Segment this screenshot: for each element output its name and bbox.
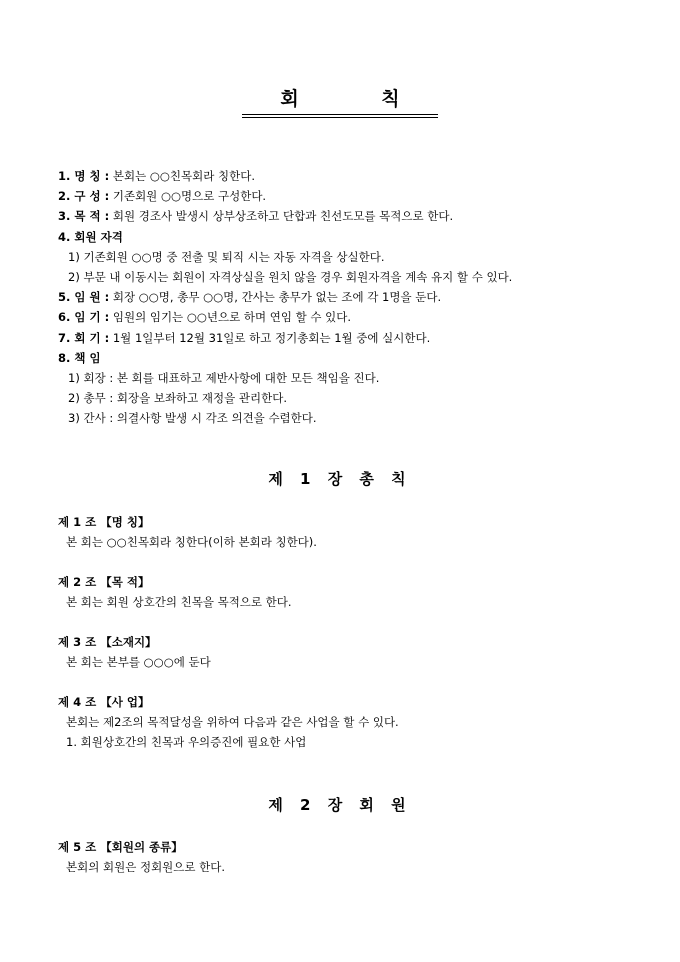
summary-item — [58, 307, 658, 327]
article-5 — [58, 837, 658, 877]
document-title: 회 칙 — [242, 88, 437, 118]
article-text: 본회의 회원은 정회원으로 한다. — [66, 860, 226, 874]
article-heading: 제 1 조 【명 칭】 — [58, 515, 150, 529]
article-3 — [58, 632, 658, 672]
title-container — [0, 88, 680, 118]
summary-item — [58, 348, 658, 368]
article-text: 본 회는 회원 상호간의 친목을 목적으로 한다. — [66, 595, 292, 609]
article-heading: 제 5 조 【회원의 종류】 — [58, 840, 183, 854]
summary-text: 기존회원 ○○명으로 구성한다. — [109, 189, 267, 204]
article-text: 1. 회원상호간의 친목과 우의증진에 필요한 사업 — [66, 735, 307, 749]
summary-subitem — [58, 388, 658, 408]
summary-text: 본회는 ○○친목회라 칭한다. — [109, 169, 255, 183]
summary-item — [58, 328, 658, 348]
article-4 — [58, 692, 658, 752]
article-1 — [58, 512, 658, 552]
summary-text: 1) 회장 : 본 회를 대표하고 제반사항에 대한 모든 책임을 진다. — [68, 371, 380, 386]
chapter-1-heading: 제 1 장 총 칙 — [268, 470, 412, 488]
summary-item — [58, 186, 658, 206]
summary-subitem — [58, 368, 658, 388]
chapter-2-heading: 제 2 장 회 원 — [268, 796, 412, 814]
summary-text: 임원의 임기는 ○○년으로 하며 연임 할 수 있다. — [109, 310, 352, 325]
summary-text: 회원 경조사 발생시 상부상조하고 단합과 친선도모를 목적으로 한다. — [109, 209, 454, 224]
summary-item — [58, 206, 658, 226]
summary-section — [58, 166, 658, 429]
summary-label: 1. 명 칭 : — [58, 169, 110, 183]
summary-text: 회장 ○○명, 총무 ○○명, 간사는 총무가 없는 조에 각 1명을 둔다. — [109, 290, 442, 305]
summary-subitem — [58, 267, 658, 287]
summary-label: 8. 책 임 — [58, 350, 101, 365]
summary-label: 6. 임 기 : — [58, 310, 110, 325]
summary-text: 3) 간사 : 의결사항 발생 시 각조 의견을 수렴한다. — [68, 411, 317, 426]
article-text: 본 회는 ○○친목회라 칭한다(이하 본회라 칭한다). — [66, 535, 317, 549]
summary-label: 5. 임 원 : — [58, 290, 110, 305]
summary-subitem — [58, 408, 658, 428]
summary-item — [58, 227, 658, 247]
summary-text: 1월 1일부터 12월 31일로 하고 정기총회는 1월 중에 실시한다. — [109, 330, 431, 345]
article-heading: 제 3 조 【소재지】 — [58, 635, 157, 649]
summary-label: 7. 회 기 : — [58, 330, 110, 345]
summary-label: 2. 구 성 : — [58, 189, 110, 204]
summary-text: 1) 기존회원 ○○명 중 전출 및 퇴직 시는 자동 자격을 상실한다. — [68, 249, 385, 264]
summary-item — [58, 287, 658, 307]
summary-text: 2) 부문 내 이동시는 회원이 자격상실을 원치 않을 경우 회원자격을 계속 유지 할 수 있다. — [68, 270, 513, 285]
summary-label: 3. 목 적 : — [58, 209, 110, 224]
article-2 — [58, 572, 658, 612]
article-text: 본 회는 본부를 ○○○에 둔다 — [66, 655, 211, 669]
summary-subitem — [58, 247, 658, 267]
article-heading: 제 4 조 【사 업】 — [58, 695, 150, 709]
summary-label: 4. 회원 자격 — [58, 229, 123, 244]
summary-text: 2) 총무 : 회장을 보좌하고 재정을 관리한다. — [68, 391, 288, 406]
summary-item — [58, 166, 658, 186]
article-text: 본회는 제2조의 목적달성을 위하여 다음과 같은 사업을 할 수 있다. — [66, 715, 399, 729]
article-heading: 제 2 조 【목 적】 — [58, 575, 150, 589]
